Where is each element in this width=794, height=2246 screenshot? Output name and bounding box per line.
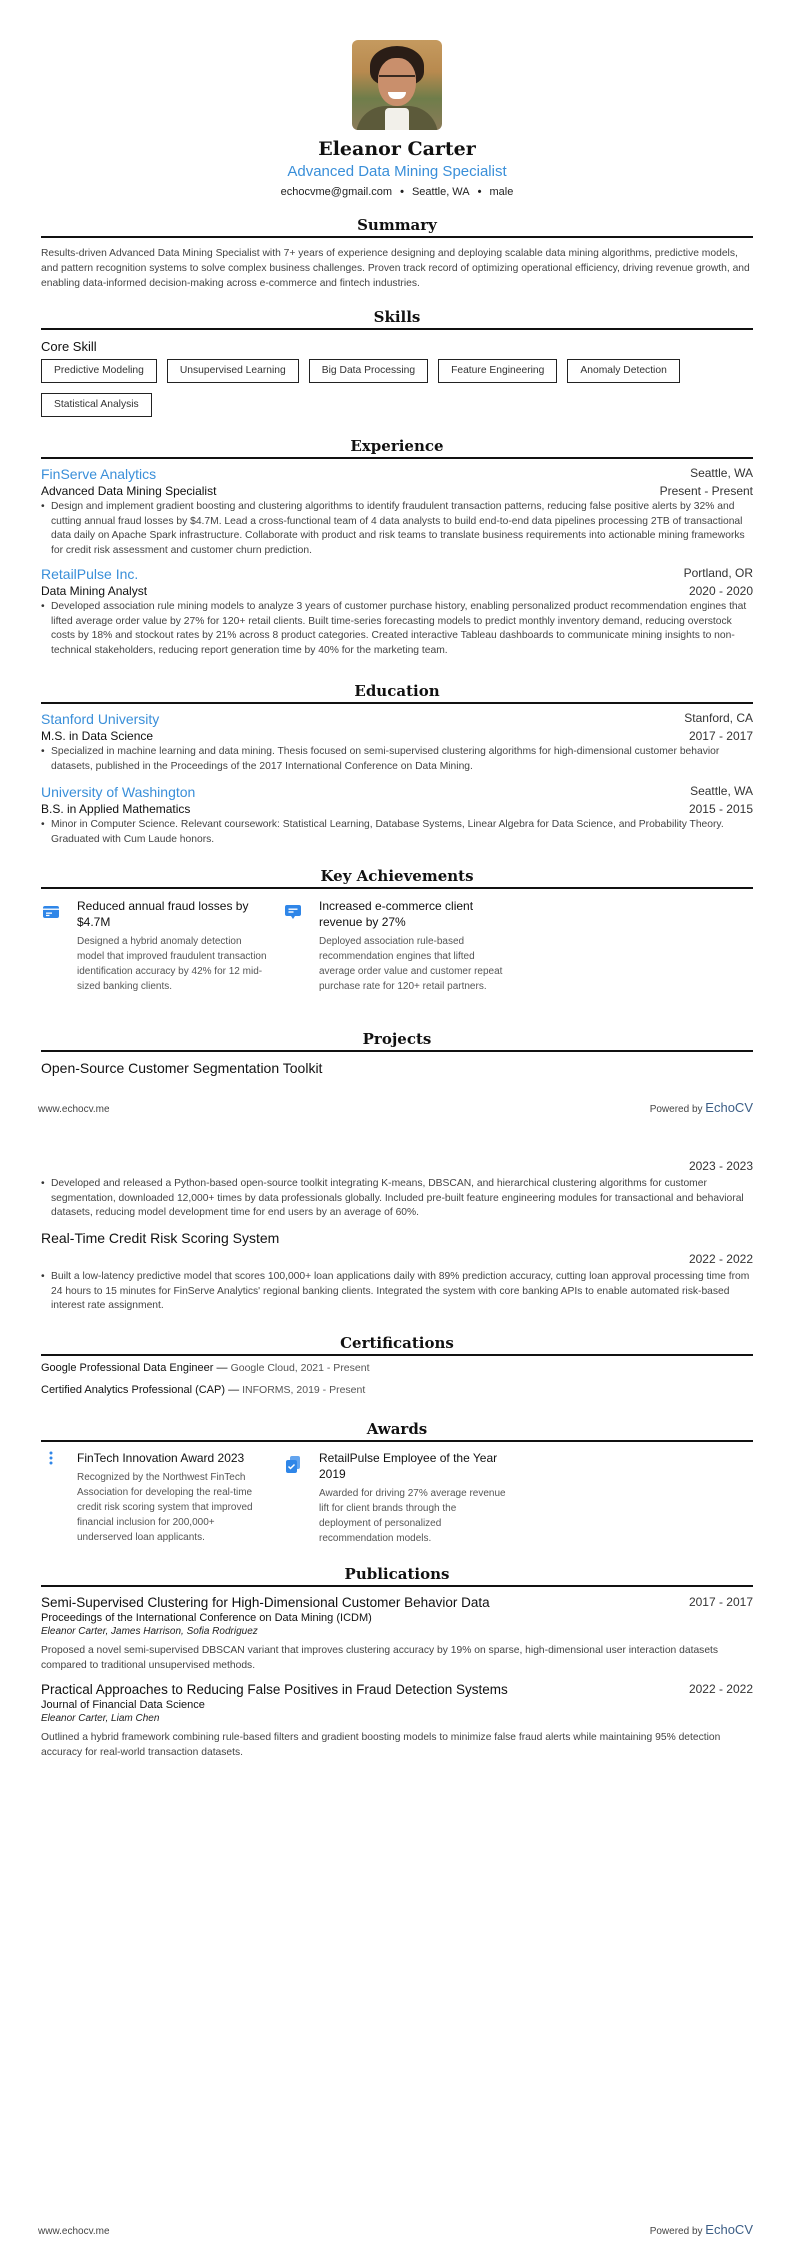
- education-description: • Minor in Computer Science. Relevant coursework: Statistical Learning, Database Systems, Linear Algebra for Data Science, and Probability Theory. Graduated with Cum Laude honors.: [41, 818, 753, 847]
- education-dates: 2015 - 2015: [688, 802, 753, 816]
- school-name: University of Washington: [41, 784, 196, 800]
- certification-item: [41, 1362, 370, 1374]
- project-description: • Built a low-latency predictive model that scores 100,000+ loan applications daily with 89% prediction accuracy, cutting loan approval processing time from 24 hours to 15 minutes for FinServe Analytics' regional banking clients. Integrated the system with core banking APIs to enable automated risk-based interest rate assignment.: [41, 1270, 753, 1314]
- section-title-achievements: Key Achievements: [41, 867, 753, 889]
- skill-chip: Feature Engineering: [438, 359, 557, 383]
- project-entry: [41, 1230, 753, 1314]
- education-dates: 2017 - 2017: [688, 729, 753, 743]
- publication-title: Practical Approaches to Reducing False Positives in Fraud Detection Systems: [41, 1682, 508, 1697]
- school-name: Stanford University: [41, 711, 160, 727]
- candidate-name: Eleanor Carter: [318, 138, 476, 160]
- school-location: Stanford, CA: [684, 711, 753, 725]
- experience-entry: [41, 466, 753, 558]
- footer-powered-by: [650, 2222, 753, 2237]
- job-description: • Developed association rule mining models to analyze 3 years of customer purchase history, enabling personalized product recommendation engines that lifted average order value by 27% for 120+ retail clients. Built time-series forecasting models to predict monthly inventory demand, reducing overstock costs by 18% and stockout rates by 21% across 8 product categories. Created interactive Tableau dashboards to communicate mining insights to non-technical stakeholders, reducing report generation time by 40% for the marketing team.: [41, 600, 753, 658]
- section-title-education: Education: [41, 682, 753, 704]
- award-description: Awarded for driving 27% average revenue lift for client brands through the deployment of personalized recommendation models.: [319, 1488, 506, 1544]
- publication-description: Proposed a novel semi-supervised DBSCAN variant that improves clustering accuracy by 19% on sparse, high-dimensional user interaction datasets compared to traditional unsupervised methods.: [41, 1645, 719, 1671]
- clipboard-check-icon: [283, 1454, 303, 1474]
- education-description: • Specialized in machine learning and data mining. Thesis focused on semi-supervised clustering algorithms for high-dimensional customer behavior datasets, published in the Proceedings of the 2017 International Conference on Data Mining.: [41, 745, 753, 774]
- company-name: RetailPulse Inc.: [41, 566, 139, 582]
- project-name: Real-Time Credit Risk Scoring System: [41, 1230, 280, 1246]
- resume-header: [0, 40, 794, 198]
- certification-name: Google Professional Data Engineer: [41, 1362, 214, 1374]
- education-entry: [41, 784, 753, 847]
- job-dates: 2020 - 2020: [688, 584, 753, 598]
- section-title-summary: Summary: [41, 216, 753, 238]
- job-role: Data Mining Analyst: [41, 584, 148, 598]
- location: Seattle, WA: [411, 186, 470, 198]
- award-title: RetailPulse Employee of the Year 2019: [319, 1451, 498, 1481]
- credit-card-icon: [41, 902, 61, 922]
- experience-entry: [41, 566, 753, 658]
- skill-group-label: Core Skill: [41, 339, 97, 354]
- project-dates: 2022 - 2022: [688, 1252, 753, 1266]
- separator: •: [400, 186, 404, 198]
- skill-chips: [41, 359, 753, 417]
- degree: B.S. in Applied Mathematics: [41, 802, 191, 816]
- profile-photo: [352, 40, 442, 130]
- publication-authors: Eleanor Carter, James Harrison, Sofia Rodriguez: [41, 1626, 258, 1637]
- school-location: Seattle, WA: [690, 784, 753, 798]
- skill-chip: Predictive Modeling: [41, 359, 157, 383]
- job-description: • Design and implement gradient boosting and clustering algorithms to identify fraudulent transaction patterns, reducing false positive alerts by 32% and cutting annual fraud losses by $4.7M. Lead a cross-functional team of 4 data analysts to build end-to-end data pipelines processing 2TB of transactional data daily on Apache Spark infrastructure. Collaborate with product and risk teams to translate business requirements into actionable mining frameworks for credit risk assessment and customer churn prediction.: [41, 500, 753, 558]
- publication-venue: Proceedings of the International Conference on Data Mining (ICDM): [41, 1612, 372, 1624]
- achievement-description: Designed a hybrid anomaly detection model that improved fraudulent transaction identification accuracy by 42% for 12 mid-sized banking clients.: [77, 936, 267, 992]
- contact-line: [0, 186, 794, 198]
- email-link[interactable]: echocvme@gmail.com: [280, 186, 393, 198]
- section-title-publications: Publications: [41, 1565, 753, 1587]
- job-role: Advanced Data Mining Specialist: [41, 484, 217, 498]
- section-title-awards: Awards: [41, 1420, 753, 1442]
- brand-link[interactable]: EchoCV: [705, 2222, 753, 2237]
- publication-dates: 2022 - 2022: [688, 1682, 753, 1696]
- company-name: FinServe Analytics: [41, 466, 157, 482]
- skill-chip: Big Data Processing: [309, 359, 428, 383]
- publication-title: Semi-Supervised Clustering for High-Dimensional Customer Behavior Data: [41, 1595, 490, 1610]
- separator: —: [225, 1384, 243, 1396]
- footer-website-link[interactable]: www.echocv.me: [38, 1104, 110, 1115]
- skill-chip: Statistical Analysis: [41, 393, 152, 417]
- award-description: Recognized by the Northwest FinTech Association for developing the real-time credit risk scoring system that improved financial inclusion for 200,000+ underserved loan applicants.: [77, 1472, 253, 1543]
- section-title-certifications: Certifications: [41, 1334, 753, 1356]
- separator: •: [477, 186, 482, 198]
- job-location: Seattle, WA: [690, 466, 753, 480]
- project-description: • Developed and released a Python-based open-source toolkit integrating K-means, DBSCAN, and hierarchical clustering algorithms for customer segmentation, downloaded 12,000+ times by data professionals globally. Included pre-built feature engineering modules for transactional and behavioral datasets, reducing model development time for end users by an average of 60%.: [41, 1177, 753, 1221]
- achievement-title: Reduced annual fraud losses by $4.7M: [77, 899, 249, 929]
- footer-powered-by: [650, 1100, 753, 1115]
- achievement-description: Deployed association rule-based recommendation engines that lifted average order value and customer repeat purchase rate for 120+ retail partners.: [319, 936, 503, 992]
- project-entry: [41, 1159, 753, 1221]
- job-dates: Present - Present: [659, 484, 753, 498]
- award-title: FinTech Innovation Award 2023: [77, 1451, 245, 1465]
- publication-authors: Eleanor Carter, Liam Chen: [41, 1713, 160, 1724]
- project-name: Open-Source Customer Segmentation Toolkit: [41, 1060, 323, 1076]
- certification-item: [41, 1384, 365, 1396]
- certification-issuer: INFORMS, 2019 - Present: [242, 1384, 366, 1396]
- skill-chip: Unsupervised Learning: [167, 359, 299, 383]
- project-dates: 2023 - 2023: [688, 1159, 753, 1173]
- job-location: Portland, OR: [683, 566, 753, 580]
- publication-venue: Journal of Financial Data Science: [41, 1699, 205, 1711]
- education-entry: [41, 711, 753, 774]
- summary-text: Results-driven Advanced Data Mining Specialist with 7+ years of experience designing and deploying scalable data mining algorithms, predictive models, and pattern recognition systems to solve complex business challenges. Proven track record of optimizing operational efficiency, driving revenue growth, and enabling data-informed decision-making across e-commerce and fintech industries.: [41, 248, 750, 289]
- degree: M.S. in Data Science: [41, 729, 154, 743]
- candidate-title: Advanced Data Mining Specialist: [287, 163, 507, 180]
- section-title-experience: Experience: [41, 437, 753, 459]
- gender: male: [489, 186, 514, 198]
- footer-website-link[interactable]: www.echocv.me: [38, 2226, 110, 2237]
- publication-dates: 2017 - 2017: [688, 1595, 753, 1609]
- skill-chip: Anomaly Detection: [567, 359, 679, 383]
- publication-entry: [41, 1682, 753, 1760]
- powered-by-label: Powered by: [649, 1104, 703, 1115]
- achievement-title: Increased e-commerce client revenue by 27%: [319, 899, 474, 929]
- certification-issuer: Google Cloud, 2021 - Present: [230, 1362, 370, 1374]
- chat-bubble-icon: [283, 902, 303, 922]
- brand-link[interactable]: EchoCV: [705, 1100, 753, 1115]
- publication-description: Outlined a hybrid framework combining rule-based filters and gradient boosting models to minimize false fraud alerts while maintaining 95% detection accuracy for real-world transaction datasets.: [41, 1732, 721, 1758]
- separator: —: [213, 1362, 231, 1374]
- certification-name: Certified Analytics Professional (CAP): [41, 1384, 226, 1396]
- section-title-projects: Projects: [41, 1030, 753, 1052]
- vertical-dots-icon: [41, 1448, 61, 1468]
- publication-entry: [41, 1595, 753, 1673]
- powered-by-label: Powered by: [649, 2226, 703, 2237]
- section-title-skills: Skills: [41, 308, 753, 330]
